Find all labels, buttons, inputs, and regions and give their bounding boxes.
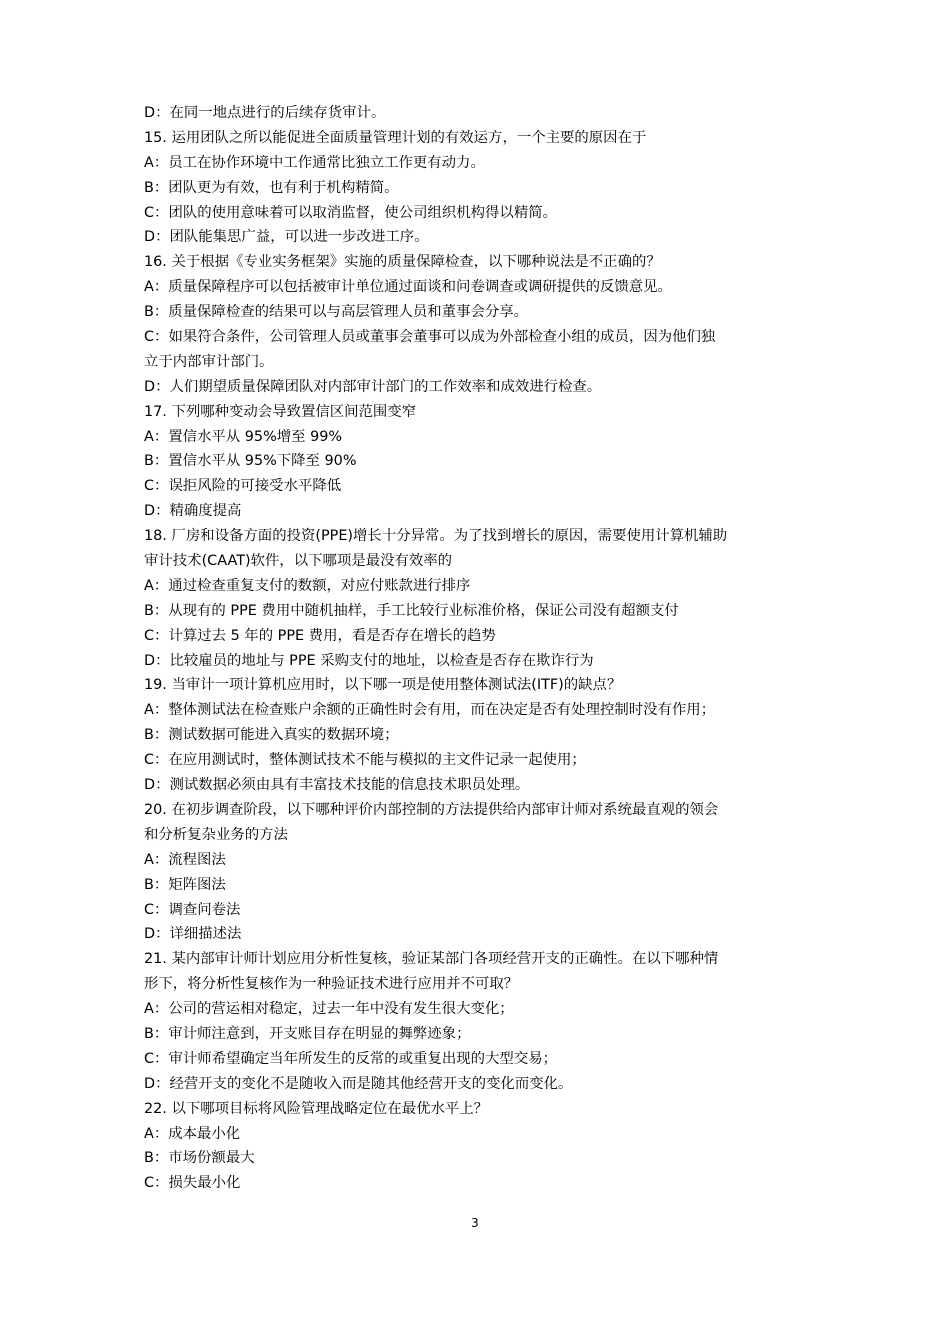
q21-option-a: A：公司的营运相对稳定，过去一年中没有发生很大变化； (144, 1001, 514, 1018)
q19-option-d: D：测试数据必须由具有丰富技术技能的信息技术职员处理。 (144, 777, 530, 794)
question-21: 21. 某内部审计师计划应用分析性复核，验证某部门各项经营开支的正确性。在以下哪种情 (144, 951, 719, 968)
q20-option-c: C：调查问卷法 (144, 901, 241, 918)
q22-option-c: C：损失最小化 (144, 1175, 241, 1192)
line-1: D：在同一地点进行的后续存货审计。 (144, 105, 386, 121)
question-20: 20. 在初步调查阶段，以下哪种评价内部控制的方法提供给内部审计师对系统最直观的领会 (144, 801, 719, 818)
question-16: 16. 关于根据《专业实务框架》实施的质量保障检查，以下哪种说法是不正确的？ (144, 254, 661, 271)
q18-option-a: A：通过检查重复支付的数额，对应付账款进行排序 (144, 577, 471, 594)
q15-option-c: C：团队的使用意味着可以取消监督，使公司组织机构得以精简。 (144, 204, 557, 221)
q22-option-a: A：成本最小化 (144, 1125, 241, 1142)
question-15: 15. 运用团队之所以能促进全面质量管理计划的有效运方，一个主要的原因在于 (144, 129, 647, 146)
question-21-cont: 形下，将分析性复核作为一种验证技术进行应用并不可取？ (144, 976, 519, 993)
question-17: 17. 下列哪种变动会导致置信区间范围变窄 (144, 403, 417, 420)
q18-option-d: D：比较雇员的地址与 PPE 采购支付的地址，以检查是否存在欺诈行为 (144, 652, 594, 669)
q18-option-b: B：从现有的 PPE 费用中随机抽样，手工比较行业标准价格，保证公司没有超额支付 (144, 602, 679, 619)
q20-option-d: D：详细描述法 (144, 926, 242, 943)
q21-option-b: B：审计师注意到，开支账目存在明显的舞弊迹象； (144, 1025, 471, 1042)
page-number: 3 (471, 1216, 479, 1230)
q15-option-d: D：团队能集思广益，可以进一步改进工序。 (144, 229, 429, 246)
q19-option-b: B：测试数据可能进入真实的数据环境； (144, 727, 399, 744)
q21-option-d: D：经营开支的变化不是随收入而是随其他经营开支的变化而变化。 (144, 1075, 573, 1092)
document-body (144, 101, 816, 1196)
q16-option-c-cont: 立于内部审计部门。 (144, 353, 274, 370)
q16-option-c: C：如果符合条件，公司管理人员或董事会董事可以成为外部检查小组的成员，因为他们独 (144, 329, 716, 346)
question-18-cont: 审计技术(CAAT)软件，以下哪项是最没有效率的 (144, 553, 453, 570)
question-22: 22. 以下哪项目标将风险管理战略定位在最优水平上？ (144, 1100, 489, 1117)
q15-option-b: B：团队更为有效，也有利于机构精简。 (144, 179, 399, 196)
q16-option-d: D：人们期望质量保障团队对内部审计部门的工作效率和成效进行检查。 (144, 378, 602, 395)
q16-option-b: B：质量保障检查的结果可以与高层管理人员和董事会分享。 (144, 304, 529, 321)
q17-option-d: D：精确度提高 (144, 503, 242, 520)
question-18: 18. 厂房和设备方面的投资(PPE)增长十分异常。为了找到增长的原因，需要使用计算机辅助 (144, 528, 728, 545)
q20-option-a: A：流程图法 (144, 851, 226, 868)
q18-option-c: C：计算过去 5 年的 PPE 费用，看是否存在增长的趋势 (144, 627, 496, 644)
q21-option-c: C：审计师希望确定当年所发生的反常的或重复出现的大型交易； (144, 1050, 557, 1067)
q17-option-a: A：置信水平从 95%增至 99% (144, 428, 343, 445)
q22-option-b: B：市场份额最大 (144, 1150, 255, 1167)
q16-option-a: A：质量保障程序可以包括被审计单位通过面谈和问卷调查或调研提供的反馈意见。 (144, 279, 672, 296)
q20-option-b: B：矩阵图法 (144, 876, 226, 893)
question-19: 19. 当审计一项计算机应用时，以下哪一项是使用整体测试法(ITF)的缺点？ (144, 677, 622, 694)
q17-option-b: B：置信水平从 95%下降至 90% (144, 453, 357, 470)
q19-option-a: A：整体测试法在检查账户余额的正确性时会有用，而在决定是否有处理控制时没有作用； (144, 702, 716, 719)
q15-option-a: A：员工在协作环境中工作通常比独立工作更有动力。 (144, 154, 485, 171)
q17-option-c: C：误拒风险的可接受水平降低 (144, 478, 342, 495)
q19-option-c: C：在应用测试时，整体测试技术不能与模拟的主文件记录一起使用； (144, 752, 586, 769)
question-20-cont: 和分析复杂业务的方法 (144, 826, 288, 843)
